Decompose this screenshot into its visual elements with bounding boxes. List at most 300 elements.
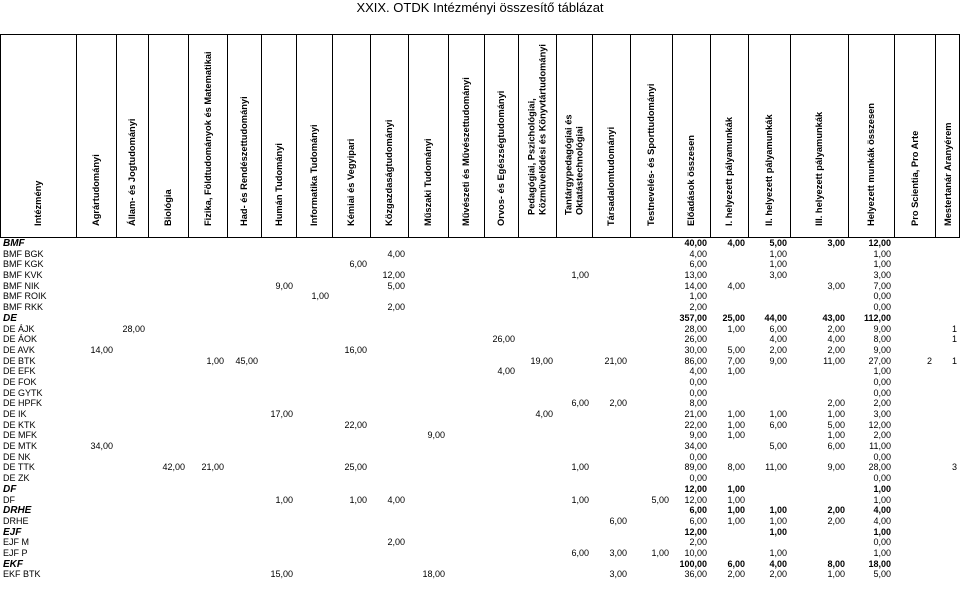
table-body (0, 238, 960, 580)
cell-helyezett-munkak-osszesen: 0,00 (873, 376, 891, 387)
cell-informatika-tudomanyi: 1,00 (311, 291, 329, 302)
cell-kemiai-es-vegyipari: 1,00 (349, 494, 367, 505)
cell-pro-scientia-pro-arte: 2 (926, 355, 932, 366)
cell-eloadasok-osszesen: 4,00 (689, 248, 707, 259)
cell-helyezett-munkak-osszesen: 1,00 (873, 526, 891, 537)
grid-line (935, 34, 936, 238)
table-row (0, 270, 960, 281)
cell-mestertanar-aranyerem: 3 (951, 462, 957, 473)
cell-helyezett-munkak-osszesen: 12,00 (868, 238, 891, 248)
cell-helyezett-munkak-osszesen: 11,00 (869, 441, 891, 452)
cell-had-es-rendeszettudomanyi: 45,00 (235, 355, 258, 366)
cell-eloadasok-osszesen: 0,00 (689, 451, 707, 462)
institution-name: DE FOK (3, 376, 37, 387)
cell-i-helyezett-palyamunkak: 1,00 (727, 409, 745, 419)
cell-fizika-foldtudomanyok-es-matematikai: 1,00 (206, 355, 224, 366)
cell-eloadasok-osszesen: 357,00 (679, 312, 707, 323)
cell-kemiai-es-vegyipari: 25,00 (344, 462, 367, 473)
institution-name: DE KTK (3, 419, 36, 430)
cell-muszaki-tudomanyi: 9,00 (427, 430, 445, 441)
cell-i-helyezett-palyamunkak: 25,00 (722, 312, 745, 323)
grid-line (630, 34, 631, 238)
cell-kozgazdasagtudomanyi: 2,00 (387, 302, 405, 313)
col-header-label: Orvos- és Egészségtudományi (495, 90, 506, 226)
group-row (0, 559, 960, 570)
table-row (0, 377, 960, 388)
group-row (0, 484, 960, 495)
cell-eloadasok-osszesen: 40,00 (684, 238, 707, 248)
cell-iii-helyezett-palyamunkak: 2,00 (827, 344, 845, 355)
cell-testneveles-es-sporttudomanyi: 1,00 (651, 547, 669, 558)
col-header-iii-helyezett-palyamunkak (790, 34, 848, 238)
institution-name: DE EFK (3, 366, 36, 377)
cell-helyezett-munkak-osszesen: 2,00 (873, 398, 891, 409)
cell-kozgazdasagtudomanyi: 4,00 (387, 248, 405, 259)
cell-eloadasok-osszesen: 9,00 (689, 430, 707, 441)
table-row (0, 452, 960, 463)
col-header-human-tudomanyi (261, 34, 296, 238)
cell-kozgazdasagtudomanyi: 2,00 (387, 537, 405, 548)
cell-i-helyezett-palyamunkak: 1,00 (727, 515, 745, 526)
cell-ii-helyezett-palyamunkak: 11,00 (765, 462, 787, 473)
cell-eloadasok-osszesen: 0,00 (689, 376, 707, 387)
cell-iii-helyezett-palyamunkak: 2,00 (827, 515, 845, 526)
cell-eloadasok-osszesen: 36,00 (684, 569, 707, 580)
table-row (0, 345, 960, 356)
institution-name: DE MTK (3, 441, 38, 452)
col-header-muszaki-tudomanyi (408, 34, 448, 238)
cell-i-helyezett-palyamunkak: 1,00 (727, 366, 745, 377)
cell-mestertanar-aranyerem: 1 (951, 323, 957, 334)
cell-eloadasok-osszesen: 86,00 (684, 355, 707, 366)
cell-ii-helyezett-palyamunkak: 6,00 (769, 419, 787, 430)
cell-ii-helyezett-palyamunkak: 2,00 (769, 344, 787, 355)
institution-name: DE BTK (3, 355, 36, 366)
cell-iii-helyezett-palyamunkak: 1,00 (827, 409, 845, 419)
cell-kozgazdasagtudomanyi: 5,00 (387, 280, 405, 291)
cell-i-helyezett-palyamunkak: 5,00 (727, 344, 745, 355)
cell-ii-helyezett-palyamunkak: 1,00 (769, 547, 787, 558)
grid-line (790, 34, 791, 238)
institution-name: EJF (3, 526, 22, 538)
col-header-intezmeny (0, 34, 76, 238)
table-row (0, 334, 960, 345)
grid-line (148, 34, 149, 238)
table-row (0, 441, 960, 452)
cell-tantargypedagogiai-es-oktatastechnologiai: 1,00 (571, 462, 589, 473)
cell-tantargypedagogiai-es-oktatastechnologiai: 1,00 (571, 494, 589, 505)
col-header-label: Művészeti és Művészettudományi (460, 76, 471, 226)
cell-ii-helyezett-palyamunkak: 1,00 (769, 259, 787, 270)
cell-eloadasok-osszesen: 100,00 (679, 558, 707, 569)
cell-iii-helyezett-palyamunkak: 1,00 (827, 569, 845, 580)
col-header-label: III. helyezett pályamunkák (813, 111, 824, 226)
cell-eloadasok-osszesen: 6,00 (689, 505, 707, 516)
cell-kemiai-es-vegyipari: 22,00 (344, 419, 367, 430)
grid-line (227, 34, 228, 238)
cell-human-tudomanyi: 9,00 (275, 280, 293, 291)
table-row (0, 398, 960, 409)
col-header-mestertanar-aranyerem (935, 34, 960, 238)
cell-allam-es-jogtudomanyi: 28,00 (122, 323, 145, 334)
table-row (0, 548, 960, 559)
cell-helyezett-munkak-osszesen: 9,00 (873, 323, 891, 334)
table-row (0, 430, 960, 441)
institution-name: DRHE (3, 505, 32, 517)
institution-name: DE NK (3, 451, 31, 462)
institution-name: BMF NIK (3, 280, 40, 291)
cell-orvos-es-egeszsegtudomanyi: 26,00 (492, 334, 515, 345)
cell-eloadasok-osszesen: 13,00 (684, 270, 707, 281)
cell-iii-helyezett-palyamunkak: 4,00 (827, 334, 845, 345)
cell-mestertanar-aranyerem: 1 (951, 334, 957, 345)
group-row (0, 505, 960, 516)
table-row (0, 516, 960, 527)
cell-tarsadalomtudomanyi: 3,00 (609, 547, 627, 558)
cell-eloadasok-osszesen: 0,00 (689, 473, 707, 484)
table-row (0, 259, 960, 270)
cell-biologia: 42,00 (162, 462, 185, 473)
cell-eloadasok-osszesen: 4,00 (689, 366, 707, 377)
table-row (0, 291, 960, 302)
institution-name: DE (3, 312, 17, 324)
col-header-helyezett-munkak-osszesen (848, 34, 894, 238)
cell-iii-helyezett-palyamunkak: 1,00 (827, 430, 845, 441)
cell-i-helyezett-palyamunkak: 1,00 (727, 494, 745, 505)
cell-tarsadalomtudomanyi: 21,00 (604, 355, 627, 366)
col-header-pro-scientia-pro-arte (894, 34, 935, 238)
cell-tarsadalomtudomanyi: 2,00 (609, 398, 627, 409)
cell-ii-helyezett-palyamunkak: 9,00 (769, 355, 787, 366)
col-header-label: Állam- és Jogtudományi (126, 118, 137, 226)
grid-line (710, 34, 711, 238)
cell-eloadasok-osszesen: 28,00 (684, 323, 707, 334)
cell-ii-helyezett-palyamunkak: 5,00 (769, 441, 787, 452)
table-row (0, 249, 960, 260)
cell-i-helyezett-palyamunkak: 1,00 (727, 505, 745, 516)
cell-helyezett-munkak-osszesen: 7,00 (873, 280, 891, 291)
cell-iii-helyezett-palyamunkak: 2,00 (827, 323, 845, 334)
cell-iii-helyezett-palyamunkak: 5,00 (827, 419, 845, 430)
col-header-label: Előadások összesen (685, 134, 696, 226)
col-header-label: Intézmény (32, 180, 43, 226)
grid-line (261, 34, 262, 238)
cell-helyezett-munkak-osszesen: 8,00 (873, 334, 891, 345)
col-header-label: I. helyezett pályamunkák (723, 116, 734, 226)
institution-name: BMF (3, 238, 25, 249)
group-row (0, 527, 960, 538)
cell-pedagogiai-pszichologiai-kozmuvelodesi-es-konyvtartudomanyi: 19,00 (530, 355, 553, 366)
institution-name: DE ÁOK (3, 334, 38, 345)
cell-iii-helyezett-palyamunkak: 2,00 (827, 505, 845, 516)
institution-name: DE MFK (3, 430, 38, 441)
cell-kemiai-es-vegyipari: 6,00 (349, 259, 367, 270)
cell-tantargypedagogiai-es-oktatastechnologiai: 6,00 (571, 547, 589, 558)
group-row (0, 313, 960, 324)
table-row (0, 462, 960, 473)
institution-name: DF (3, 494, 15, 505)
cell-helyezett-munkak-osszesen: 0,00 (873, 537, 891, 548)
col-header-label: Humán Tudományi (273, 142, 284, 226)
cell-eloadasok-osszesen: 22,00 (684, 419, 707, 430)
cell-agrartudomanyi: 34,00 (90, 441, 113, 452)
col-header-label: Közgazdaságtudományi (383, 119, 394, 226)
col-header-had-es-rendeszettudomanyi (227, 34, 261, 238)
cell-helyezett-munkak-osszesen: 3,00 (873, 270, 891, 281)
cell-tantargypedagogiai-es-oktatastechnologiai: 6,00 (571, 398, 589, 409)
cell-orvos-es-egeszsegtudomanyi: 4,00 (497, 366, 515, 377)
col-header-label: Testnevelés- és Sporttudományi (645, 83, 656, 226)
cell-fizika-foldtudomanyok-es-matematikai: 21,00 (201, 462, 224, 473)
col-header-label: Informatika Tudományi (308, 123, 319, 226)
cell-eloadasok-osszesen: 12,00 (684, 526, 707, 537)
institution-name: DE IK (3, 409, 27, 419)
institution-name: DF (3, 483, 17, 495)
cell-eloadasok-osszesen: 21,00 (684, 409, 707, 419)
cell-i-helyezett-palyamunkak: 7,00 (727, 355, 745, 366)
cell-iii-helyezett-palyamunkak: 2,00 (827, 398, 845, 409)
cell-iii-helyezett-palyamunkak: 11,00 (823, 355, 845, 366)
cell-eloadasok-osszesen: 12,00 (684, 494, 707, 505)
cell-helyezett-munkak-osszesen: 1,00 (873, 248, 891, 259)
cell-eloadasok-osszesen: 6,00 (689, 515, 707, 526)
cell-tarsadalomtudomanyi: 6,00 (609, 515, 627, 526)
table-row (0, 388, 960, 399)
cell-helyezett-munkak-osszesen: 28,00 (868, 462, 891, 473)
col-header-label: Mestertanár Aranyérem (942, 121, 953, 226)
cell-tarsadalomtudomanyi: 3,00 (609, 569, 627, 580)
cell-iii-helyezett-palyamunkak: 8,00 (827, 558, 845, 569)
cell-helyezett-munkak-osszesen: 27,00 (868, 355, 891, 366)
cell-i-helyezett-palyamunkak: 8,00 (727, 462, 745, 473)
col-header-label: Társadalomtudományi (605, 126, 616, 226)
col-header-tarsadalomtudomanyi (592, 34, 630, 238)
col-header-label: Helyezett munkák összesen (865, 102, 876, 226)
col-header-testneveles-es-sporttudomanyi (630, 34, 672, 238)
institution-name: BMF RKK (3, 302, 44, 313)
institution-name: DE ZK (3, 473, 30, 484)
cell-i-helyezett-palyamunkak: 4,00 (727, 238, 745, 248)
grid-line (0, 34, 1, 238)
cell-ii-helyezett-palyamunkak: 44,00 (764, 312, 787, 323)
cell-human-tudomanyi: 15,00 (270, 569, 293, 580)
grid-line (448, 34, 449, 238)
col-header-fizika-foldtudomanyok-es-matematikai (188, 34, 227, 238)
grid-line (370, 34, 371, 238)
cell-ii-helyezett-palyamunkak: 1,00 (769, 526, 787, 537)
grid-line (76, 34, 77, 238)
cell-helyezett-munkak-osszesen: 1,00 (873, 494, 891, 505)
cell-helyezett-munkak-osszesen: 112,00 (863, 312, 891, 323)
cell-tantargypedagogiai-es-oktatastechnologiai: 1,00 (571, 270, 589, 281)
institution-name: EJF P (3, 547, 28, 558)
col-header-muveszeti-es-muveszettudomanyi (448, 34, 484, 238)
institution-name: DE ÁJK (3, 323, 35, 334)
institution-name: DRHE (3, 515, 29, 526)
col-header-eloadasok-osszesen (672, 34, 710, 238)
col-header-kozgazdasagtudomanyi (370, 34, 408, 238)
cell-eloadasok-osszesen: 89,00 (684, 462, 707, 473)
grid-line (484, 34, 485, 238)
cell-eloadasok-osszesen: 0,00 (689, 387, 707, 398)
cell-helyezett-munkak-osszesen: 1,00 (873, 483, 891, 494)
table-header (0, 34, 960, 238)
cell-helyezett-munkak-osszesen: 1,00 (873, 366, 891, 377)
institution-name: BMF ROIK (3, 291, 47, 302)
col-header-label: Pedagógiai, Pszichológiai, Közművelődési és Könyvtártudományi (526, 44, 547, 215)
cell-helyezett-munkak-osszesen: 12,00 (868, 419, 891, 430)
col-header-label: Agrártudományi (90, 153, 101, 226)
col-header-kemiai-es-vegyipari (332, 34, 370, 238)
cell-human-tudomanyi: 17,00 (270, 409, 293, 419)
cell-helyezett-munkak-osszesen: 5,00 (873, 569, 891, 580)
grid-line (556, 34, 557, 238)
col-header-agrartudomanyi (76, 34, 116, 238)
cell-kozgazdasagtudomanyi: 4,00 (387, 494, 405, 505)
cell-iii-helyezett-palyamunkak: 3,00 (827, 238, 845, 248)
cell-helyezett-munkak-osszesen: 0,00 (873, 451, 891, 462)
col-header-biologia (148, 34, 188, 238)
institution-name: DE AVK (3, 344, 35, 355)
table-row (0, 356, 960, 367)
col-header-label: Kémiai és Vegyipari (345, 138, 356, 226)
grid-line (672, 34, 673, 238)
col-header-label: Had- és Rendészettudományi (238, 95, 249, 226)
grid-line (748, 34, 749, 238)
cell-eloadasok-osszesen: 14,00 (684, 280, 707, 291)
table-row (0, 324, 960, 335)
table-row (0, 495, 960, 506)
table-row (0, 473, 960, 484)
cell-i-helyezett-palyamunkak: 2,00 (727, 569, 745, 580)
cell-helyezett-munkak-osszesen: 1,00 (873, 259, 891, 270)
cell-i-helyezett-palyamunkak: 6,00 (727, 558, 745, 569)
col-header-label: Tantárgypedagógiai és Oktatástechnológiai (563, 114, 584, 215)
cell-eloadasok-osszesen: 1,00 (689, 291, 707, 302)
cell-iii-helyezett-palyamunkak: 9,00 (827, 462, 845, 473)
cell-i-helyezett-palyamunkak: 1,00 (727, 419, 745, 430)
cell-helyezett-munkak-osszesen: 4,00 (873, 515, 891, 526)
cell-helyezett-munkak-osszesen: 0,00 (873, 387, 891, 398)
col-header-allam-es-jogtudomanyi (116, 34, 148, 238)
table-row (0, 281, 960, 292)
cell-eloadasok-osszesen: 26,00 (684, 334, 707, 345)
cell-agrartudomanyi: 14,00 (90, 344, 113, 355)
cell-ii-helyezett-palyamunkak: 3,00 (769, 270, 787, 281)
grid-line (188, 34, 189, 238)
cell-mestertanar-aranyerem: 1 (951, 355, 957, 366)
table-row (0, 420, 960, 431)
cell-helyezett-munkak-osszesen: 0,00 (873, 302, 891, 313)
cell-iii-helyezett-palyamunkak: 3,00 (827, 280, 845, 291)
cell-kemiai-es-vegyipari: 16,00 (344, 344, 367, 355)
institution-name: EJF M (3, 537, 29, 548)
cell-eloadasok-osszesen: 12,00 (684, 483, 707, 494)
institution-name: BMF BGK (3, 248, 44, 259)
cell-ii-helyezett-palyamunkak: 1,00 (769, 409, 787, 419)
col-header-i-helyezett-palyamunkak (710, 34, 748, 238)
cell-iii-helyezett-palyamunkak: 6,00 (827, 441, 845, 452)
cell-i-helyezett-palyamunkak: 1,00 (727, 323, 745, 334)
cell-human-tudomanyi: 1,00 (275, 494, 293, 505)
cell-testneveles-es-sporttudomanyi: 5,00 (651, 494, 669, 505)
cell-iii-helyezett-palyamunkak: 43,00 (822, 312, 845, 323)
cell-helyezett-munkak-osszesen: 3,00 (873, 409, 891, 419)
grid-line (116, 34, 117, 238)
cell-eloadasok-osszesen: 2,00 (689, 537, 707, 548)
institution-name: BMF KGK (3, 259, 44, 270)
grid-line (332, 34, 333, 238)
cell-ii-helyezett-palyamunkak: 2,00 (769, 569, 787, 580)
cell-ii-helyezett-palyamunkak: 1,00 (769, 248, 787, 259)
col-header-label: II. helyezett pályamunkák (763, 113, 774, 226)
cell-ii-helyezett-palyamunkak: 1,00 (769, 505, 787, 516)
cell-eloadasok-osszesen: 30,00 (684, 344, 707, 355)
cell-helyezett-munkak-osszesen: 0,00 (873, 291, 891, 302)
col-header-label: Biológia (162, 188, 173, 226)
institution-name: BMF KVK (3, 270, 43, 281)
table-row (0, 409, 960, 420)
grid-line (894, 34, 895, 238)
institution-name: DE TTK (3, 462, 35, 473)
table-row (0, 366, 960, 377)
col-header-orvos-es-egeszsegtudomanyi (484, 34, 518, 238)
cell-helyezett-munkak-osszesen: 2,00 (873, 430, 891, 441)
grid-line (0, 34, 960, 35)
grid-line (296, 34, 297, 238)
cell-eloadasok-osszesen: 6,00 (689, 259, 707, 270)
col-header-label: Pro Scientia, Pro Arte (909, 130, 920, 226)
page-title: XXIX. OTDK Intézményi összesítő táblázat (356, 0, 604, 15)
cell-i-helyezett-palyamunkak: 1,00 (727, 483, 745, 494)
grid-line (848, 34, 849, 238)
grid-line (518, 34, 519, 238)
cell-pedagogiai-pszichologiai-kozmuvelodesi-es-konyvtartudomanyi: 4,00 (535, 409, 553, 419)
col-header-label: Fizika, Földtudományok és Matematikai (202, 50, 213, 226)
cell-i-helyezett-palyamunkak: 4,00 (727, 280, 745, 291)
col-header-pedagogiai-pszichologiai-kozmuvelodesi-es-konyvtartudomanyi (518, 34, 556, 238)
cell-eloadasok-osszesen: 8,00 (689, 398, 707, 409)
cell-muszaki-tudomanyi: 18,00 (422, 569, 445, 580)
table-row (0, 569, 960, 580)
grid-line (408, 34, 409, 238)
cell-ii-helyezett-palyamunkak: 5,00 (769, 238, 787, 248)
grid-line (592, 34, 593, 238)
table-row (0, 302, 960, 313)
cell-eloadasok-osszesen: 10,00 (684, 547, 707, 558)
cell-eloadasok-osszesen: 2,00 (689, 302, 707, 313)
institution-name: EKF BTK (3, 569, 41, 580)
cell-eloadasok-osszesen: 34,00 (684, 441, 707, 452)
col-header-label: Műszaki Tudományi (422, 137, 433, 226)
table-row (0, 537, 960, 548)
cell-helyezett-munkak-osszesen: 1,00 (873, 547, 891, 558)
institution-name: DE HPFK (3, 398, 43, 409)
cell-kozgazdasagtudomanyi: 12,00 (382, 270, 405, 281)
cell-helyezett-munkak-osszesen: 18,00 (868, 558, 891, 569)
cell-ii-helyezett-palyamunkak: 4,00 (769, 558, 787, 569)
cell-ii-helyezett-palyamunkak: 4,00 (769, 334, 787, 345)
cell-helyezett-munkak-osszesen: 4,00 (873, 505, 891, 516)
cell-ii-helyezett-palyamunkak: 1,00 (769, 515, 787, 526)
cell-helyezett-munkak-osszesen: 0,00 (873, 473, 891, 484)
institution-name: EKF (3, 558, 23, 570)
col-header-ii-helyezett-palyamunkak (748, 34, 790, 238)
cell-helyezett-munkak-osszesen: 9,00 (873, 344, 891, 355)
institution-name: DE GYTK (3, 387, 43, 398)
group-row (0, 238, 960, 249)
cell-ii-helyezett-palyamunkak: 6,00 (769, 323, 787, 334)
